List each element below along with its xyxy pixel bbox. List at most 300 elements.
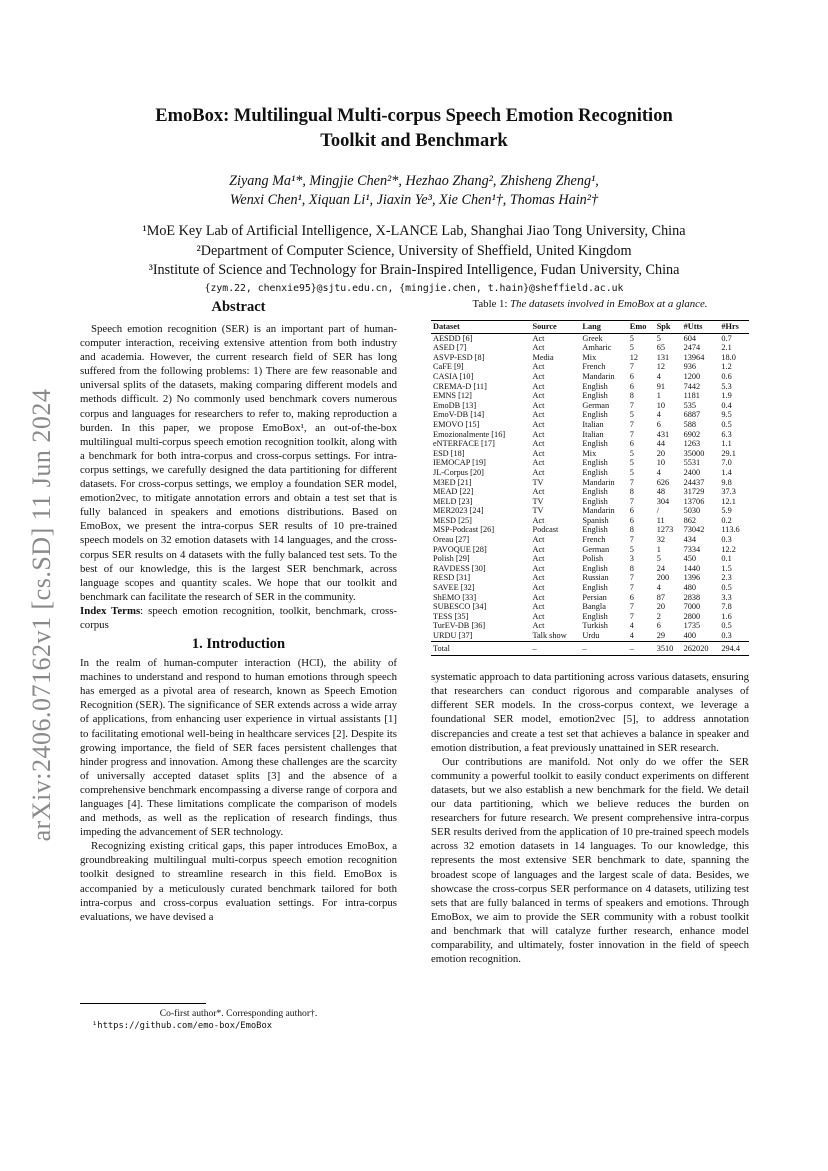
table-cell: Act — [532, 563, 545, 573]
table-cell: 6 — [629, 371, 634, 381]
table-cell: MEAD [22] — [433, 487, 474, 497]
table-cell: 2474 — [683, 343, 701, 353]
table-cell: 4 — [629, 621, 634, 631]
table-cell: English — [582, 410, 608, 420]
table-cell: Act — [532, 371, 545, 381]
table-cell: 1396 — [683, 573, 701, 583]
table-row — [431, 525, 749, 535]
table-cell: 8 — [629, 487, 634, 497]
table-cell: RAVDESS [30] — [433, 563, 486, 573]
table-cell: French — [582, 362, 606, 372]
table-cell: 0.5 — [721, 419, 732, 429]
table-cell: Mandarin — [582, 371, 615, 381]
affiliations — [80, 222, 748, 281]
table-row — [431, 391, 749, 401]
table-cell: 7 — [629, 535, 634, 545]
table-cell: EmoV-DB [14] — [433, 410, 485, 420]
table-cell: Urdu — [582, 631, 600, 640]
table-row — [431, 545, 749, 555]
table-cell: 4 — [656, 371, 661, 381]
affiliation-3: ³Institute of Science and Technology for Brain-Inspired Intelligence, Fudan University, China — [148, 262, 680, 278]
table-cell: 5 — [629, 467, 634, 477]
table-cell: 12 — [629, 352, 639, 362]
abstract-text: Speech emotion recognition (SER) is an important part of human-computer interaction, receiving extensive attention from both industry and academia. However, the current research field of SER has long suffered from the following problems: 1) There are few reasonable and universal splits of the datasets, making comparing different models and methods difficult. 2) No commonly used benchmark covers numerous corpus and languages for researchers to refer to, making reproduction a burden. In this paper, we propose EmoBox¹, an out-of-the-box multilingual multi-corpus speech emotion recognition toolkit, along with a benchmark for both intra-corpus and cross-corpus settings. For intra-corpus settings, we carefully designed the data partitioning for different datasets. For cross-corpus settings, we employ a foundation SER model, emotion2vec, to mitigate annotation errors and obtain a test set that is fully balanced in speakers and emotions distributions. Based on EmoBox, we present the intra-corpus SER results of 10 pre-trained speech models on 32 emotion datasets with 14 languages, and the cross-corpus SER results on 4 datasets with the fully balanced test sets. To the best of our knowledge, this is the largest SER benchmark, across language scopes and quantity scales. We hope that our toolkit and benchmark can facilitate the research of SER in the community. — [80, 323, 397, 603]
table-cell: Act — [532, 400, 545, 410]
intro-paragraph-1: In the realm of human-computer interaction (HCI), the ability of machines to understand and respond to human emotions through speech has emerged as a pivotal area of research, known as Speech Emotion Recognition (SER). The significance of SER extends across a wide array of applications, from enhancing user experience in virtual assistants [1] to facilitating emotional well-being in healthcare services [2]. Despite its growing importance, the field of SER faces persistent challenges that hinder progress and innovation. Among these challenges are the scarcity of universally accepted dataset splits [3] and the absence of a comprehensive benchmark encompassing a diverse range of corpora and languages [4]. These limitations complicate the comparison of models and methods, as well as the replication of research findings, thus impeding the advancement of SER technology. — [80, 657, 397, 839]
affiliation-1: ¹MoE Key Lab of Artificial Intelligence, X-LANCE Lab, Shanghai Jiao Tong University, China — [142, 223, 686, 239]
table-row — [431, 631, 749, 641]
table-cell: 0.2 — [721, 515, 732, 525]
table-cell: 6 — [629, 515, 634, 525]
table-cell: English — [582, 458, 608, 468]
table-cell: IEMOCAP [19] — [433, 458, 486, 468]
table-cell: MSP-Podcast [26] — [433, 525, 495, 535]
table-cell: 7.0 — [721, 458, 732, 468]
table-cell: 13706 — [683, 496, 705, 506]
table-cell: 0.4 — [721, 400, 732, 410]
table-cell: Italian — [582, 429, 604, 439]
table-cell: 65 — [656, 343, 665, 353]
authors-line-2: Wenxi Chen¹, Xiquan Li¹, Jiaxin Ye³, Xie Chen¹†, Thomas Hain²† — [229, 192, 599, 208]
table-cell: 1273 — [656, 525, 674, 535]
table-cell: 4 — [656, 467, 661, 477]
index-terms — [80, 604, 397, 632]
table-cell: 9.8 — [721, 477, 732, 487]
table-cell: 7334 — [683, 544, 701, 554]
table-cell: 4 — [629, 631, 634, 640]
table-cell: 37.3 — [721, 487, 736, 497]
table-cell: 2.1 — [721, 343, 732, 353]
table-cell: 7 — [629, 419, 634, 429]
table-cell: 1181 — [683, 391, 700, 401]
table-cell: TV — [532, 477, 544, 487]
table-cell: 1263 — [683, 439, 701, 449]
table-cell: 29 — [656, 631, 665, 640]
col-header-utts: #Utts — [683, 322, 703, 331]
right-paragraph-2: Our contributions are manifold. Not only do we offer the SER community a powerful toolkit to easily conduct experiments on different datasets, but we also establish a new benchmark for the field. We detail our data partitioning, which we believe reduces the burden on researchers for future research. We present comprehensive intra-corpus SER results derived from the application of 10 pre-trained speech models across 32 emotion datasets in 14 languages. To our knowledge, this represents the most extensive SER benchmark to date, spanning the broadest scope of languages and the largest scale of data. Besides, we showcase the cross-corpus SER performance on 4 datasets, utilizing test sets that are fully balanced in terms of speakers and emotions. Through EmoBox, we aim to provide the SER community with a robust toolkit and benchmark that will catalyze further research, enhance model comparability, and ultimately, foster innovation in the field of speech emotion recognition. — [431, 755, 749, 966]
table-row — [431, 362, 749, 372]
table-cell: Act — [532, 611, 545, 621]
table-cell: 7.8 — [721, 602, 732, 612]
table-cell: English — [582, 496, 608, 506]
table-row — [431, 401, 749, 411]
table-cell: Act — [532, 448, 545, 458]
left-column — [80, 298, 397, 924]
table-cell: 31729 — [683, 487, 705, 497]
affiliation-2: ²Department of Computer Science, University of Sheffield, United Kingdom — [196, 242, 632, 259]
arxiv-id: arXiv:2406.07162v1 [cs.SD] 11 Jun 2024 — [27, 388, 56, 842]
table-row — [431, 343, 749, 353]
total-cell: 294.4 — [721, 643, 741, 653]
table-cell: ASVP-ESD [8] — [433, 352, 485, 362]
table-cell: TV — [532, 506, 544, 516]
table-cell: 0.1 — [721, 554, 732, 564]
table-cell: 3.3 — [721, 592, 732, 602]
table-cell: Amharic — [582, 343, 612, 353]
table-cell: Italian — [582, 419, 604, 429]
table-cell: 12.2 — [721, 544, 736, 554]
table-cell: 32 — [656, 535, 665, 545]
table-cell: Act — [532, 573, 545, 583]
table-cell: 5 — [629, 410, 634, 420]
table-row — [431, 612, 749, 622]
table-cell: 7000 — [683, 602, 701, 612]
table-cell: 3 — [629, 554, 634, 564]
table-cell: Act — [532, 381, 545, 391]
datasets-table — [431, 320, 749, 656]
arxiv-watermark — [22, 370, 62, 860]
table-cell: 480 — [683, 583, 697, 593]
table-cell: 7 — [629, 477, 634, 487]
table-cell: 304 — [656, 496, 670, 506]
table-cell: Spanish — [582, 515, 609, 525]
table-cell: 5 — [656, 554, 661, 564]
table-cell: 0.5 — [721, 583, 732, 593]
table-cell: MELD [23] — [433, 496, 473, 506]
col-header-hrs: #Hrs — [721, 322, 739, 331]
table-cell: English — [582, 563, 608, 573]
table-cell: 18.0 — [721, 352, 736, 362]
total-cell: – — [582, 643, 587, 653]
table-cell: 20 — [656, 602, 665, 612]
table-cell: 44 — [656, 439, 665, 449]
table-cell: 1.2 — [721, 362, 732, 372]
intro-heading: 1. Introduction — [191, 636, 286, 653]
table-cell: 5 — [629, 544, 634, 554]
table-cell: Turkish — [582, 621, 608, 631]
table-row — [431, 573, 749, 583]
table-cell: 1.1 — [721, 439, 732, 449]
table-cell: 2.3 — [721, 573, 732, 583]
table-cell: 12.1 — [721, 496, 736, 506]
table-cell: eNTERFACE [17] — [433, 439, 495, 449]
table-cell: 24 — [656, 563, 665, 573]
table-cell: 200 — [656, 573, 670, 583]
table-cell: Act — [532, 343, 545, 353]
table-cell: 0.3 — [721, 535, 732, 545]
table-row — [431, 382, 749, 392]
right-paragraph-1: systematic approach to data partitioning across various datasets, ensuring that researchers can conduct rigorous and comparable analyses of different SER models. In the cross-corpus context, we leverage a foundational SER model, emotion2vec [5], to address annotation discrepancies and create a test set that achieves a balance in speaker and emotion distribution, a feat previously unattained in SER research. — [431, 671, 749, 754]
table-row — [431, 430, 749, 440]
table-cell: TurEV-DB [36] — [433, 621, 486, 631]
total-cell: 262020 — [683, 643, 709, 653]
table-cell: Mandarin — [582, 506, 615, 516]
table-cell: EMOVO [15] — [433, 419, 480, 429]
table-cell: 6 — [656, 419, 661, 429]
table-row — [431, 439, 749, 449]
table-cell: 1200 — [683, 371, 701, 381]
abstract-heading: Abstract — [211, 299, 266, 315]
table-cell: 1.5 — [721, 563, 732, 573]
table-cell: Act — [532, 458, 545, 468]
intro-paragraph-2: Recognizing existing critical gaps, this paper introduces EmoBox, a groundbreaking multilingual multi-corpus speech emotion recognition toolkit designed to streamline research in this field. EmoBox is accompanied by a meticulously curated benchmark tailored for both intra-corpus and cross-corpus evaluation settings. For intra-corpus evaluations, we have devised a — [80, 840, 397, 923]
table-cell: JL-Corpus [20] — [433, 467, 484, 477]
table-cell: 9.5 — [721, 410, 732, 420]
table-cell: 29.1 — [721, 448, 736, 458]
table-cell: 5 — [629, 343, 634, 353]
table-cell: English — [582, 467, 608, 477]
table-cell: Act — [532, 362, 545, 372]
table-cell: Act — [532, 621, 545, 631]
table-cell: Act — [532, 410, 545, 420]
table-cell: 2800 — [683, 611, 701, 621]
author-list — [100, 172, 728, 210]
table-cell: 131 — [656, 352, 670, 362]
col-header-spk: Spk — [656, 322, 671, 331]
footnote-rule — [80, 1003, 206, 1004]
table-cell: 87 — [656, 592, 665, 602]
table-cell: French — [582, 535, 606, 545]
authors-line-1: Ziyang Ma¹*, Mingjie Chen²*, Hezhao Zhang², Zhisheng Zheng¹, — [229, 173, 599, 189]
table-cell: 6887 — [683, 410, 701, 420]
table-cell: CaFE [9] — [433, 362, 464, 372]
table-cell: 6.3 — [721, 429, 732, 439]
table-cell: 5 — [629, 333, 634, 343]
table-cell: 35000 — [683, 448, 705, 458]
table-cell: Act — [532, 419, 545, 429]
table-cell: Act — [532, 439, 545, 449]
table-cell: Podcast — [532, 525, 559, 535]
table-cell: Act — [532, 592, 545, 602]
table-cell: 5030 — [683, 506, 701, 516]
footnote-authors: Co-first author*. Corresponding author†. — [159, 1008, 318, 1019]
table-row — [431, 458, 749, 468]
table-cell: 2838 — [683, 592, 701, 602]
table-cell: Talk show — [532, 631, 567, 640]
table-row — [431, 353, 749, 363]
table-cell: 6902 — [683, 429, 701, 439]
table-cell: PAVOQUE [28] — [433, 544, 487, 554]
table-cell: 8 — [629, 525, 634, 535]
table-cell: Mandarin — [582, 477, 615, 487]
table-cell: 6 — [629, 381, 634, 391]
table-cell: 48 — [656, 487, 665, 497]
total-cell: Total — [433, 643, 450, 653]
table-cell: 1.6 — [721, 611, 732, 621]
table-cell: English — [582, 525, 608, 535]
table-cell: 936 — [683, 362, 697, 372]
table-cell: 434 — [683, 535, 697, 545]
table-cell: SUBESCO [34] — [433, 602, 487, 612]
table-cell: English — [582, 583, 608, 593]
table-cell: Act — [532, 429, 545, 439]
right-column — [431, 298, 749, 966]
col-header-lang: Lang — [582, 322, 601, 331]
table-cell: RESD [31] — [433, 573, 471, 583]
table-cell: 6 — [629, 592, 634, 602]
table-cell: 6 — [629, 439, 634, 449]
table-cell: Media — [532, 352, 554, 362]
table-cell: 12 — [656, 362, 665, 372]
table-cell: 10 — [656, 400, 665, 410]
table-total-row — [431, 641, 749, 656]
table-cell: 0.7 — [721, 333, 732, 343]
table-cell: 7 — [629, 583, 634, 593]
table-cell: Polish [29] — [433, 554, 470, 564]
table-cell: English — [582, 381, 608, 391]
table-cell: TESS [35] — [433, 611, 469, 621]
table-cell: TV — [532, 496, 544, 506]
table-cell: CREMA-D [11] — [433, 381, 487, 391]
table-cell: / — [656, 506, 659, 516]
table-row — [431, 621, 749, 631]
table-row — [431, 535, 749, 545]
table-cell: 1 — [656, 544, 661, 554]
table-row — [431, 468, 749, 478]
table-cell: 5 — [629, 448, 634, 458]
table-cell: Persian — [582, 592, 607, 602]
table-cell: Act — [532, 554, 545, 564]
footnote-url: ¹https://github.com/emo-box/EmoBox — [92, 1021, 273, 1031]
table-cell: 535 — [683, 400, 697, 410]
table-cell: English — [582, 487, 608, 497]
table-row — [431, 583, 749, 593]
total-cell: – — [629, 643, 634, 653]
table-row — [431, 593, 749, 603]
table-cell: 7 — [629, 602, 634, 612]
table-cell: 7 — [629, 400, 634, 410]
table-cell: 1440 — [683, 563, 701, 573]
table-cell: 1.4 — [721, 467, 732, 477]
table-cell: 7 — [629, 429, 634, 439]
table-body — [431, 333, 749, 641]
table-cell: 11 — [656, 515, 665, 525]
table-cell: Act — [532, 583, 545, 593]
index-terms-text: : speech emotion recognition, toolkit, benchmark, cross-corpus — [80, 604, 397, 631]
index-terms-label: Index Terms — [80, 604, 141, 617]
table-caption-label: Table 1: — [472, 298, 511, 310]
col-header-source: Source — [532, 322, 557, 331]
table-caption-text: The datasets involved in EmoBox at a glance. — [510, 298, 708, 310]
table-cell: MER2023 [24] — [433, 506, 484, 516]
table-cell: ShEMO [33] — [433, 592, 477, 602]
table-cell: 91 — [656, 381, 665, 391]
table-cell: 7 — [629, 362, 634, 372]
table-cell: 7 — [629, 496, 634, 506]
table-cell: Oreau [27] — [433, 535, 470, 545]
table-cell: 862 — [683, 515, 697, 525]
table-cell: Act — [532, 544, 545, 554]
table-cell: 8 — [629, 391, 634, 401]
table-row — [431, 564, 749, 574]
table-cell: 0.6 — [721, 371, 732, 381]
table-cell: EmoDB [13] — [433, 400, 477, 410]
table-cell: 7 — [629, 611, 634, 621]
table-cell: 13964 — [683, 352, 705, 362]
table-cell: Act — [532, 487, 545, 497]
table-row — [431, 478, 749, 488]
table-row — [431, 506, 749, 516]
table-cell: 0.3 — [721, 631, 732, 640]
table-cell: Act — [532, 467, 545, 477]
table-cell: 5.9 — [721, 506, 732, 516]
col-header-dataset: Dataset — [433, 322, 460, 331]
table-cell: ASED [7] — [433, 343, 467, 353]
table-cell: 5 — [629, 458, 634, 468]
author-emails: {zym.22, chenxie95}@sjtu.edu.cn, {mingjie.chen, t.hain}@sheffield.ac.uk — [204, 283, 624, 294]
table-cell: 4 — [656, 410, 661, 420]
table-row — [431, 487, 749, 497]
table-cell: M3ED [21] — [433, 477, 472, 487]
table-cell: Act — [532, 515, 545, 525]
table-row — [431, 333, 749, 343]
title-line-1: EmoBox: Multilingual Multi-corpus Speech Emotion Recognition — [155, 106, 673, 126]
table-cell: German — [582, 544, 610, 554]
table-row — [431, 410, 749, 420]
table-cell: Russian — [582, 573, 609, 583]
table-row — [431, 420, 749, 430]
table-cell: EMNS [12] — [433, 391, 472, 401]
table-cell: 431 — [656, 429, 670, 439]
table-cell: 2400 — [683, 467, 701, 477]
table-cell: 450 — [683, 554, 697, 564]
table-cell: Mix — [582, 448, 597, 458]
table-cell: 5531 — [683, 458, 701, 468]
table-cell: 7442 — [683, 381, 701, 391]
table-cell: Polish — [582, 554, 604, 564]
table-cell: 5.3 — [721, 381, 732, 391]
table-cell: SAVEE [32] — [433, 583, 475, 593]
table-cell: 400 — [683, 631, 697, 640]
table-cell: Bangla — [582, 602, 606, 612]
table-cell: 24437 — [683, 477, 705, 487]
table-cell: 7 — [629, 573, 634, 583]
table-caption — [431, 298, 749, 310]
total-cell: – — [532, 643, 537, 653]
table-row — [431, 602, 749, 612]
total-cell: 3510 — [656, 643, 674, 653]
table-cell: CASIA [10] — [433, 371, 474, 381]
table-cell: 0.5 — [721, 621, 732, 631]
table-cell: 588 — [683, 419, 697, 429]
table-cell: English — [582, 439, 608, 449]
table-row — [431, 497, 749, 507]
table-cell: Emozionalmente [16] — [433, 429, 506, 439]
table-cell: 6 — [629, 506, 634, 516]
table-cell: AESDD [6] — [433, 333, 473, 343]
table-row — [431, 372, 749, 382]
paper-title — [100, 104, 728, 154]
table-cell: 5 — [656, 333, 661, 343]
table-cell: English — [582, 611, 608, 621]
table-cell: 113.6 — [721, 525, 740, 535]
table-cell: 20 — [656, 448, 665, 458]
table-cell: 2 — [656, 611, 661, 621]
table-cell: Act — [532, 535, 545, 545]
table-cell: ESD [18] — [433, 448, 465, 458]
table-cell: 626 — [656, 477, 670, 487]
table-cell: 4 — [656, 583, 661, 593]
table-cell: Greek — [582, 333, 603, 343]
table-cell: 8 — [629, 563, 634, 573]
table-cell: 1735 — [683, 621, 701, 631]
table-cell: 10 — [656, 458, 665, 468]
table-cell: 1 — [656, 391, 661, 401]
title-line-2: Toolkit and Benchmark — [320, 131, 508, 151]
col-header-emo: Emo — [629, 322, 647, 331]
table-row — [431, 516, 749, 526]
table-row — [431, 449, 749, 459]
table-cell: Act — [532, 391, 545, 401]
table-cell: URDU [37] — [433, 631, 473, 640]
table-cell: 604 — [683, 333, 697, 343]
table-cell: 6 — [656, 621, 661, 631]
table-row — [431, 554, 749, 564]
table-header-row — [431, 321, 749, 334]
table-cell: English — [582, 391, 608, 401]
table-cell: German — [582, 400, 610, 410]
table-cell: 73042 — [683, 525, 705, 535]
